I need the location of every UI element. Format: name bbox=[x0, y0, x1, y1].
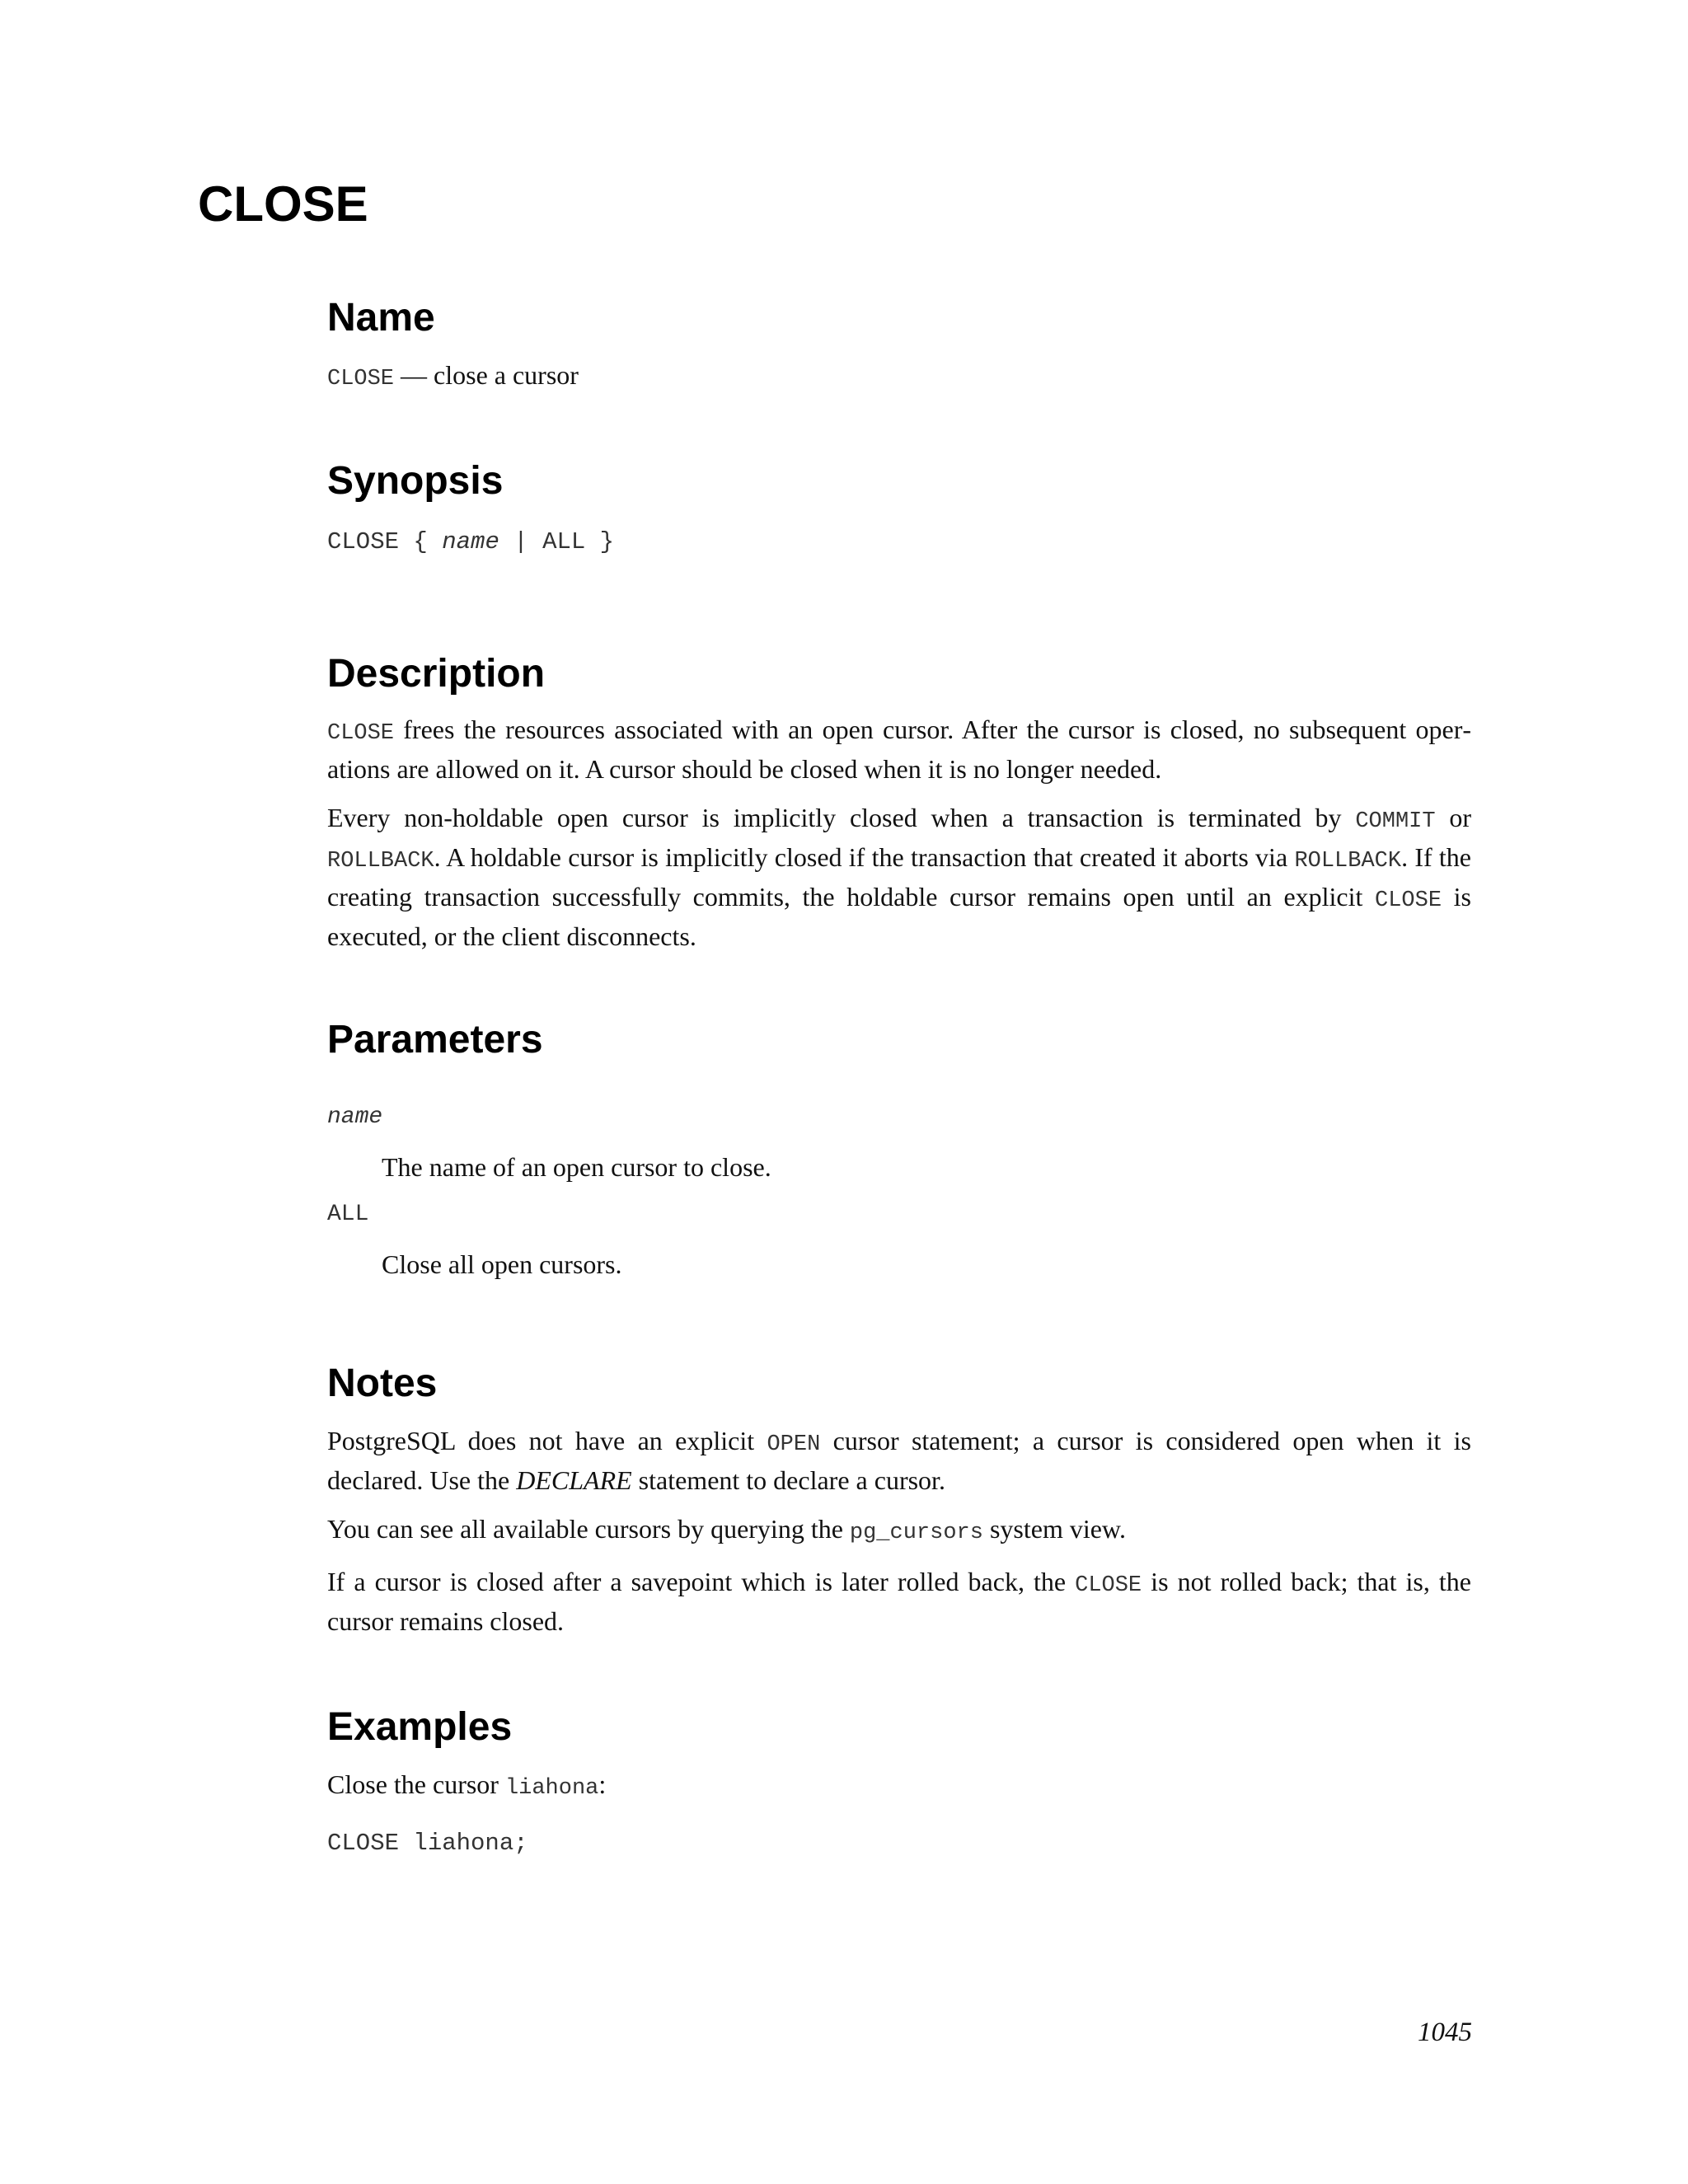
notes-p1-text-1: PostgreSQL does not have an explicit bbox=[327, 1426, 767, 1455]
synopsis-keyword: CLOSE { bbox=[327, 528, 428, 555]
notes-p2-text-2: system view. bbox=[982, 1514, 1126, 1544]
parameter-list bbox=[327, 1099, 1471, 1282]
commit-command: COMMIT bbox=[1355, 809, 1436, 834]
examples-intro-text: Close the cursor bbox=[327, 1769, 505, 1799]
name-section bbox=[327, 298, 1471, 397]
description-p2-text-4: . If the creating transaction successfully commits, the holdable cursor remains open until an explicit bbox=[327, 842, 1472, 912]
description-p2-text-3: . A holdable cursor is implicitly closed if the transaction that created it aborts via bbox=[434, 842, 1295, 872]
rollback-command: ROLLBACK bbox=[1294, 849, 1402, 874]
notes-p2-text-1: You can see all available cursors by querying the bbox=[327, 1514, 850, 1544]
command-name: CLOSE bbox=[327, 367, 395, 391]
rollback-command: ROLLBACK bbox=[327, 849, 434, 874]
synopsis-param: name bbox=[442, 528, 499, 555]
parameter-definition: Close all open cursors. bbox=[382, 1249, 622, 1279]
pg-cursors-view: pg_cursors bbox=[849, 1521, 983, 1545]
description-paragraph-1 bbox=[327, 712, 1471, 787]
close-command: CLOSE bbox=[1075, 1573, 1142, 1598]
synopsis-code bbox=[327, 528, 1471, 557]
description-heading: Description bbox=[327, 652, 546, 696]
parameters-section bbox=[327, 1020, 1471, 1282]
description-paragraph-2 bbox=[327, 800, 1471, 954]
description-p1-text: frees the resources associated with an open cursor. After the cursor is closed, no subsequent operations are allowed on it. A cursor should be closed when it is no longer needed. bbox=[327, 715, 1471, 784]
command-summary: — close a cursor bbox=[394, 360, 579, 390]
notes-paragraph-2 bbox=[327, 1511, 1471, 1551]
examples-colon: : bbox=[598, 1769, 607, 1799]
examples-heading: Examples bbox=[327, 1705, 513, 1749]
notes-heading: Notes bbox=[327, 1361, 438, 1405]
synopsis-tail: | ALL } bbox=[513, 528, 615, 555]
notes-p3-text-1: If a cursor is closed after a savepoint which is later rolled back, the bbox=[327, 1567, 1076, 1596]
name-heading: Name bbox=[327, 296, 435, 340]
page-title: CLOSE bbox=[198, 176, 368, 232]
name-line bbox=[327, 358, 1471, 397]
description-p2-text-5: is executed, or the client disconnects. bbox=[327, 882, 1472, 951]
example-code: CLOSE liahona; bbox=[327, 1830, 528, 1857]
description-p2-text-1: Every non-holdable open cursor is implicitly closed when a transaction is terminated by bbox=[327, 803, 1356, 832]
declare-reference: DECLARE bbox=[516, 1465, 632, 1495]
notes-section bbox=[327, 1361, 1472, 1639]
parameter-definition: The name of an open cursor to close. bbox=[382, 1152, 771, 1182]
synopsis-section bbox=[327, 459, 1471, 557]
notes-paragraph-3 bbox=[327, 1564, 1471, 1639]
notes-p1-text-3: statement to declare a cursor. bbox=[631, 1465, 945, 1495]
notes-p1-text-2: cursor statement; a cursor is considered open when it is declared. Use the bbox=[327, 1426, 1472, 1495]
close-command: CLOSE bbox=[1375, 888, 1442, 913]
description-section bbox=[327, 654, 1471, 954]
parameter-term: ALL bbox=[327, 1202, 369, 1227]
close-command: CLOSE bbox=[327, 721, 395, 746]
cursor-name: liahona bbox=[504, 1776, 599, 1801]
parameter-term: name bbox=[327, 1104, 383, 1130]
description-p2-text-2: or bbox=[1435, 803, 1472, 832]
examples-section bbox=[327, 1705, 1471, 1858]
examples-intro bbox=[327, 1767, 1471, 1807]
notes-paragraph-1 bbox=[327, 1423, 1471, 1498]
synopsis-heading: Synopsis bbox=[327, 459, 504, 503]
open-command: OPEN bbox=[767, 1432, 821, 1457]
page-number: 1045 bbox=[1418, 2018, 1472, 2047]
notes-p3-text-2: is not rolled back; that is, the cursor remains closed. bbox=[327, 1567, 1472, 1636]
parameters-heading: Parameters bbox=[327, 1018, 543, 1062]
